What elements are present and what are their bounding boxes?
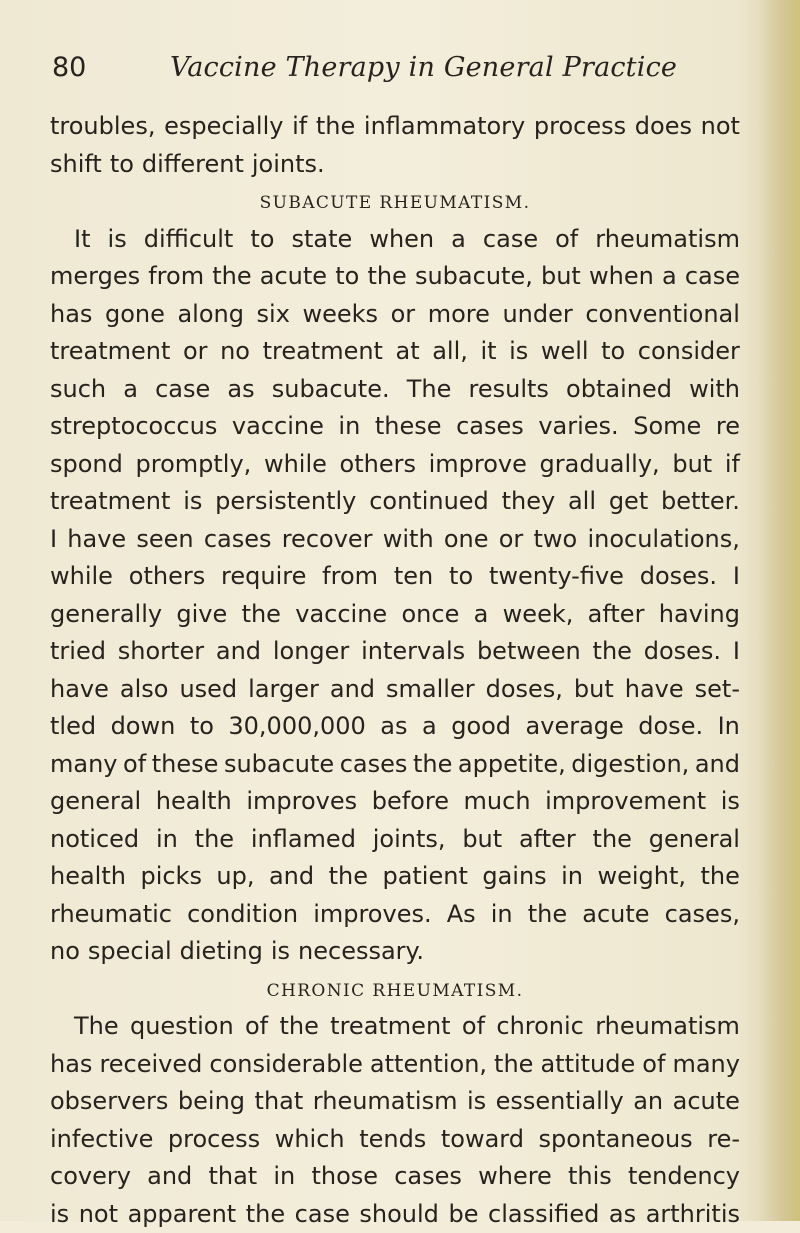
text-line: is not apparent the case should be classified as arthritis [50, 1196, 740, 1233]
text-line: treatment or no treatment at all, it is well to consider [50, 333, 740, 371]
text-line: have also used larger and smaller doses, but have set- [50, 671, 740, 709]
running-head [52, 48, 664, 88]
section-heading: CHRONIC RHEUMATISM. [50, 971, 740, 1009]
text-line: tried shorter and longer intervals between the doses. I [50, 633, 740, 671]
page-number: 80 [52, 48, 86, 88]
text-line: I have seen cases recover with one or two inoculations, [50, 521, 740, 559]
text-line: noticed in the inflamed joints, but after the general [50, 821, 740, 859]
text-line: infective process which tends toward spontaneous re- [50, 1121, 740, 1159]
text-line: general health improves before much improvement is [50, 783, 740, 821]
text-line: rheumatic condition improves. As in the acute cases, [50, 896, 740, 934]
text-line: streptococcus vaccine in these cases varies. Some re [50, 408, 740, 446]
text-line: tled down to 30,000,000 as a good average dose. In [50, 708, 740, 746]
text-line: spond promptly, while others improve gradually, but if [50, 446, 740, 484]
page-edge-shadow [758, 0, 800, 1221]
text-line: The question of the treatment of chronic rheumatism [50, 1008, 740, 1046]
text-line: shift to different joints. [50, 146, 740, 184]
text-line: It is difficult to state when a case of rheumatism [50, 221, 740, 259]
text-line: while others require from ten to twenty-five doses. I [50, 558, 740, 596]
text-line: has received considerable attention, the attitude of many [50, 1046, 740, 1084]
running-title: Vaccine Therapy in General Practice [170, 48, 677, 88]
text-line: many of these subacute cases the appetite, digestion, and [50, 746, 740, 784]
text-line: generally give the vaccine once a week, after having [50, 596, 740, 634]
text-line: merges from the acute to the subacute, but when a case [50, 258, 740, 296]
section-heading: SUBACUTE RHEUMATISM. [50, 183, 740, 221]
body-text [50, 108, 740, 1233]
text-line: such a case as subacute. The results obtained with [50, 371, 740, 409]
text-line: observers being that rheumatism is essentially an acute [50, 1083, 740, 1121]
text-line: health picks up, and the patient gains in weight, the [50, 858, 740, 896]
text-line: treatment is persistently continued they all get better. [50, 483, 740, 521]
text-line: covery and that in those cases where this tendency [50, 1158, 740, 1196]
text-line: troubles, especially if the inflammatory process does not [50, 108, 740, 146]
text-line: has gone along six weeks or more under conventional [50, 296, 740, 334]
text-line: no special dieting is necessary. [50, 933, 740, 971]
